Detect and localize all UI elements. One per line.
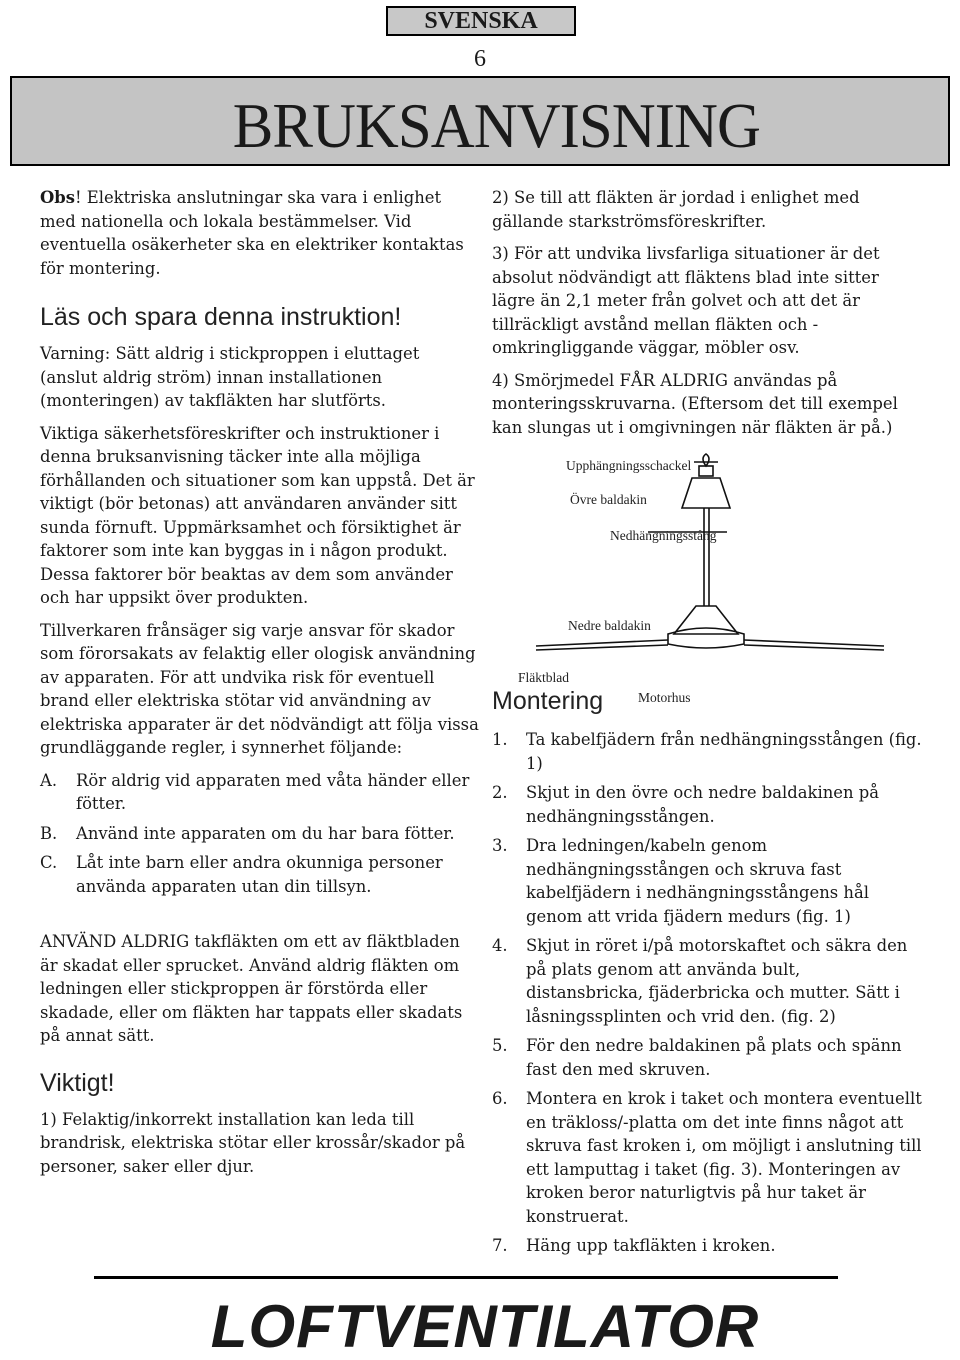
important-2: 2) Se till att fläkten är jordad i enlighet med gällande starkströmsföreskrifter. [492, 188, 860, 231]
step-text: Dra ledningen/kabeln genom nedhängningsstången och skruva fast kabelfjädern i nedhängningsstångens hål genom att vrida fjädern medurs (fig. 1) [526, 836, 869, 926]
list-item [492, 1087, 922, 1228]
motor-housing-shape [668, 628, 744, 648]
upper-canopy-shape [682, 478, 730, 508]
list-item [492, 728, 922, 775]
step-number: 6. [492, 1089, 508, 1108]
list-item [492, 1234, 922, 1258]
label-motor: Motorhus [638, 690, 691, 705]
left-column [40, 186, 480, 1187]
list-letter: A. [40, 770, 58, 790]
never-use-paragraph: ANVÄND ALDRIG takfläkten om ett av fläktbladen är skadat eller sprucket. Använd aldrig fläkten om ledningen eller stickproppen är förstörda eller skadade, eller om fläkten har tappats eller skadats på annat sätt. [40, 932, 463, 1045]
list-text: Låt inte barn eller andra okunniga personer använda apparaten utan din tillsyn. [76, 853, 443, 896]
list-text: Använd inte apparaten om du har bara fötter. [76, 823, 455, 843]
safety-paragraph: Viktiga säkerhetsföreskrifter och instruktioner i denna bruksanvisning täcker inte alla möjliga förhållanden och situationer som kan uppstå. Det är viktigt (bör betonas) att användaren använder sitt sunda förnuft. Uppmärksamhet och försiktighet är faktorer som inte kan byggas in i någon produkt. Dessa faktorer bör beaktas av dem som använder och har uppsikt över produkten. [40, 423, 475, 607]
label-upper-canopy: Övre baldakin [570, 492, 647, 507]
title-banner [10, 76, 950, 166]
list-item [492, 1034, 922, 1081]
warning-paragraph: Varning: Sätt aldrig i stickproppen i eluttaget (anslut aldrig ström) innan installationen (monteringen) av takfläkten har slutförts. [40, 344, 420, 410]
heading-important: Viktigt! [40, 1068, 115, 1097]
brand-logo: LOFTVENTILATOR [210, 1293, 760, 1360]
label-shackle: Upphängningsschackel [566, 458, 692, 473]
heading-mounting: Montering [492, 687, 604, 715]
list-text: Rör aldrig vid apparaten med våta händer eller fötter. [76, 770, 470, 813]
step-text: Skjut in den övre och nedre baldakinen på nedhängningsstången. [526, 783, 879, 826]
heading-save-instructions: Läs och spara denna instruktion! [40, 303, 402, 331]
language-label: SVENSKA [386, 6, 576, 36]
footer-divider [94, 1276, 838, 1279]
list-item [40, 851, 480, 898]
label-blade: Fläktblad [518, 670, 569, 685]
label-downrod: Nedhängningsstång [610, 528, 717, 543]
step-number: 2. [492, 783, 508, 802]
right-column [492, 186, 922, 1264]
step-number: 4. [492, 936, 508, 955]
mounting-steps [492, 728, 922, 1258]
important-4: 4) Smörjmedel FÅR ALDRIG användas på monteringsskruvarna. (Eftersom det till exempel kan slungas ut i omgivningen när fläkten är på.) [492, 370, 898, 437]
list-item [40, 822, 480, 846]
disclaimer-paragraph: Tillverkaren frånsäger sig varje ansvar för skador som förorsakats av felaktig eller ologisk användning av apparaten. För att undvika risk för eventuell brand eller elektriska stötar vid användning av elektriska apparater är det nödvändigt att följa vissa grundläggande regler, i synnerhet följande: [40, 620, 479, 757]
shackle-shape [703, 454, 709, 466]
step-number: 1. [492, 730, 508, 749]
list-item [40, 769, 480, 816]
list-item [492, 934, 922, 1028]
important-3: 3) För att undvika livsfarliga situationer är det absolut nödvändigt att fläktens blad inte sitter lägre än 2,1 meter från golvet och att det är tillräckligt avstånd mellan fläkten och -omkringliggande väggar, möbler osv. [492, 244, 880, 357]
rules-list [40, 769, 480, 899]
obs-label: Obs [40, 188, 75, 207]
step-text: Häng upp takfläkten i kroken. [526, 1236, 776, 1255]
page-title: BRUKSANVISNING [232, 90, 760, 161]
list-item [492, 834, 922, 928]
step-number: 3. [492, 836, 508, 855]
important-1: 1) Felaktig/inkorrekt installation kan leda till brandrisk, elektriska stötar eller krossår/skador på personer, saker eller djur. [40, 1109, 466, 1176]
list-item [492, 781, 922, 828]
step-text: Ta kabelfjädern från nedhängningsstången (fig. 1) [526, 730, 922, 773]
shackle-block [699, 466, 713, 476]
obs-paragraph [40, 186, 480, 280]
list-letter: B. [40, 823, 58, 843]
label-lower-canopy: Nedre baldakin [568, 618, 651, 633]
step-number: 5. [492, 1036, 508, 1055]
list-letter: C. [40, 853, 58, 872]
step-text: Skjut in röret i/på motorskaftet och säkra den på plats genom att använda bult, distansbricka, fjäderbricka och mutter. Sätt i låsningssplinten och vrid den. (fig. 2) [526, 936, 908, 1026]
page-number: 6 [474, 46, 486, 72]
step-text: Montera en krok i taket och montera eventuellt en träkloss/-platta om det inte finns något att skruva fast kroken i, om möjligt i anslutning till ett lamputtag i taket (fig. 3). Monteringen av kroken beror naturligtvis på hur taket är konstruerat. [526, 1089, 922, 1226]
ceiling-fan-illustration [492, 448, 922, 698]
step-number: 7. [492, 1236, 508, 1255]
step-text: För den nedre baldakinen på plats och spänn fast den med skruven. [526, 1036, 902, 1079]
obs-text: ! Elektriska anslutningar ska vara i enlighet med nationella och lokala bestämmelser. Vid eventuella osäkerheter ska en elektriker kontaktas för montering. [40, 188, 464, 278]
